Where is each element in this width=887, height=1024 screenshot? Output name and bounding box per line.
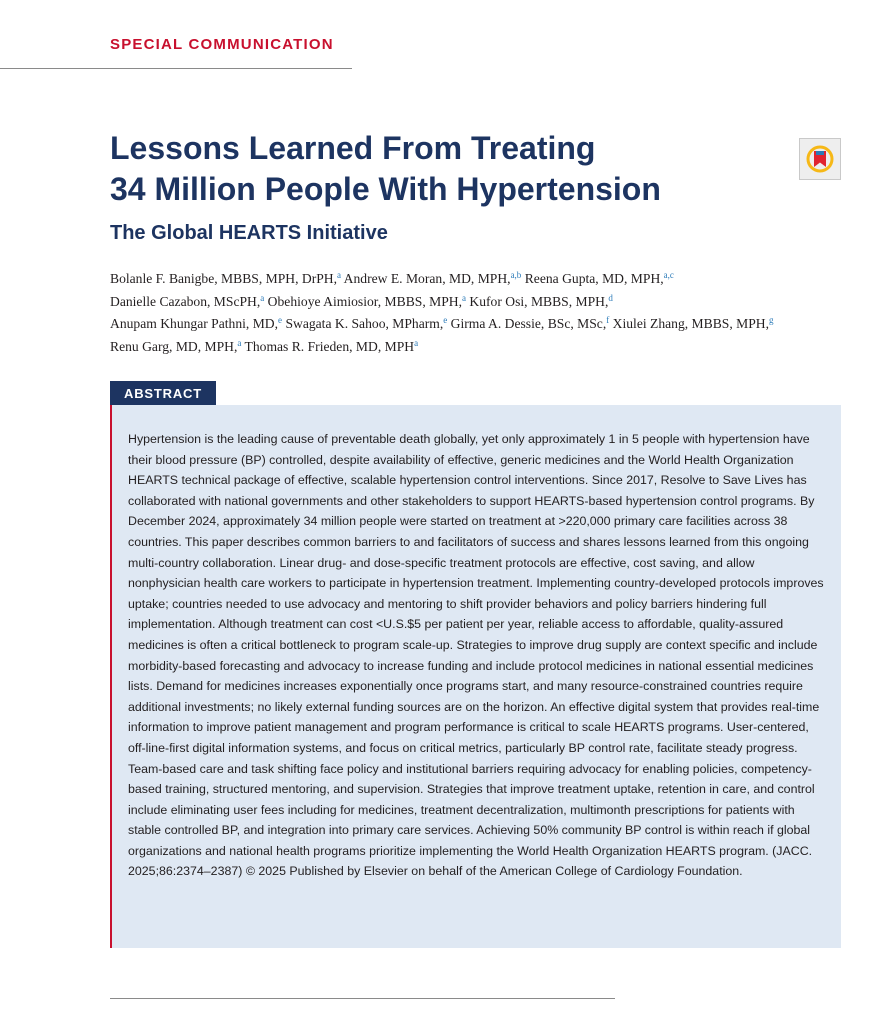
author-name: Thomas R. Frieden, MD, MPH (244, 338, 415, 354)
affiliation-marker[interactable]: e (443, 315, 448, 325)
abstract-panel (110, 405, 841, 948)
affiliation-marker[interactable]: e (278, 315, 283, 325)
author-name: Anupam Khungar Pathni, MD, (110, 316, 279, 331)
affiliation-marker[interactable]: f (606, 315, 610, 325)
article-title (110, 128, 750, 210)
affiliation-marker[interactable]: a (337, 270, 342, 280)
affiliation-marker[interactable]: a,c (663, 270, 674, 280)
author-list (110, 268, 850, 358)
author-name: Reena Gupta, MD, MPH, (524, 271, 664, 286)
affiliation-marker[interactable]: a (237, 337, 242, 348)
bottom-divider (110, 998, 615, 999)
author-name: Obehioye Aimiosior, MBBS, MPH, (267, 293, 462, 309)
affiliation-marker[interactable]: a (260, 292, 265, 303)
affiliation-marker[interactable]: d (608, 292, 613, 303)
author-name: Xiulei Zhang, MBBS, MPH, (612, 316, 769, 331)
section-label: SPECIAL COMMUNICATION (110, 36, 334, 53)
author-line (110, 336, 850, 359)
affiliation-marker[interactable]: a (462, 292, 466, 303)
author-name: Andrew E. Moran, MD, MPH, (343, 271, 511, 286)
bookmark-check-icon (805, 144, 835, 174)
author-name: Kufor Osi, MBBS, MPH, (469, 293, 609, 309)
author-line (110, 313, 850, 336)
author-name: Girma A. Dessie, BSc, MSc, (450, 316, 607, 331)
author-line (110, 268, 850, 291)
author-name: Bolanle F. Banigbe, MBBS, MPH, DrPH, (110, 271, 338, 286)
author-line (110, 291, 850, 314)
affiliation-marker[interactable]: a,b (510, 270, 522, 280)
article-subtitle: The Global HEARTS Initiative (110, 222, 388, 244)
author-name: Danielle Cazabon, MScPH, (110, 293, 261, 309)
author-name: Renu Garg, MD, MPH, (110, 338, 238, 354)
abstract-body: Hypertension is the leading cause of preventable death globally, yet only approximately 1 in 5 people with hypertension have their blood pressure (BP) controlled, despite availability of effective, generic medicines and the World Health Organization HEARTS technical package of effective, scalable hypertension control interventions. Since 2017, Resolve to Save Lives has collaborated with national governments and other stakeholders to support HEARTS-based hypertension control programs. By December 2024, approximately 34 million people were started on treatment at >220,000 primary care facilities across 38 countries. This paper describes common barriers to and facilitators of success and shares lessons learned from this ongoing multi-country collaboration. Linear drug- and dose-specific treatment protocols are effective, cost saving, and allow nonphysician health care workers to participate in hypertension treatment. Implementing country-developed protocols improves uptake; countries needed to use advocacy and mentoring to shift provider behaviors and policy barriers hindering full implementation. Although treatment can cost <U.S.$5 per patient per year, reliable access to affordable, quality-assured medicines is often a critical bottleneck to program scale-up. Strategies to improve drug supply are context specific and include morbidity-based forecasting and advocacy to increase funding and include protocol medicines in national essential medicines lists. Demand for medicines increases exponentially once programs start, and many resource-constrained countries require additional investments; no likely external funding sources are on the horizon. An effective digital system that provides real-time information to improve patient management and program performance is critical to scale HEARTS programs. User-centered, off-line-first digital information systems, and focus on critical metrics, particularly BP control rate, facilitate steady progress. Team-based care and task shifting face policy and institutional barriers requiring advocacy for enabling policies, competency-based training, structured mentoring, and supervision. Strategies that improve treatment uptake, retention in care, and control include eliminating user fees including for medicines, treatment decentralization, multimonth prescriptions for patients with stable controlled BP, and integration into primary care services. Achieving 50% community BP control is within reach if global organizations and national health programs prioritize implementing the World Health Organization HEARTS program. (JACC. 2025;86:2374–2387) © 2025 Published by Elsevier on behalf of the American College of Cardiology Foundation. (128, 432, 824, 879)
top-divider (0, 68, 352, 69)
author-name: Swagata K. Sahoo, MPharm, (285, 316, 444, 331)
affiliation-marker[interactable]: a (414, 337, 419, 348)
affiliation-marker[interactable]: g (769, 315, 774, 325)
check-for-updates-button[interactable] (799, 138, 841, 180)
title-line-1: Lessons Learned From Treating (110, 130, 596, 166)
title-line-2: 34 Million People With Hypertension (110, 171, 661, 207)
abstract-heading: ABSTRACT (110, 381, 216, 405)
